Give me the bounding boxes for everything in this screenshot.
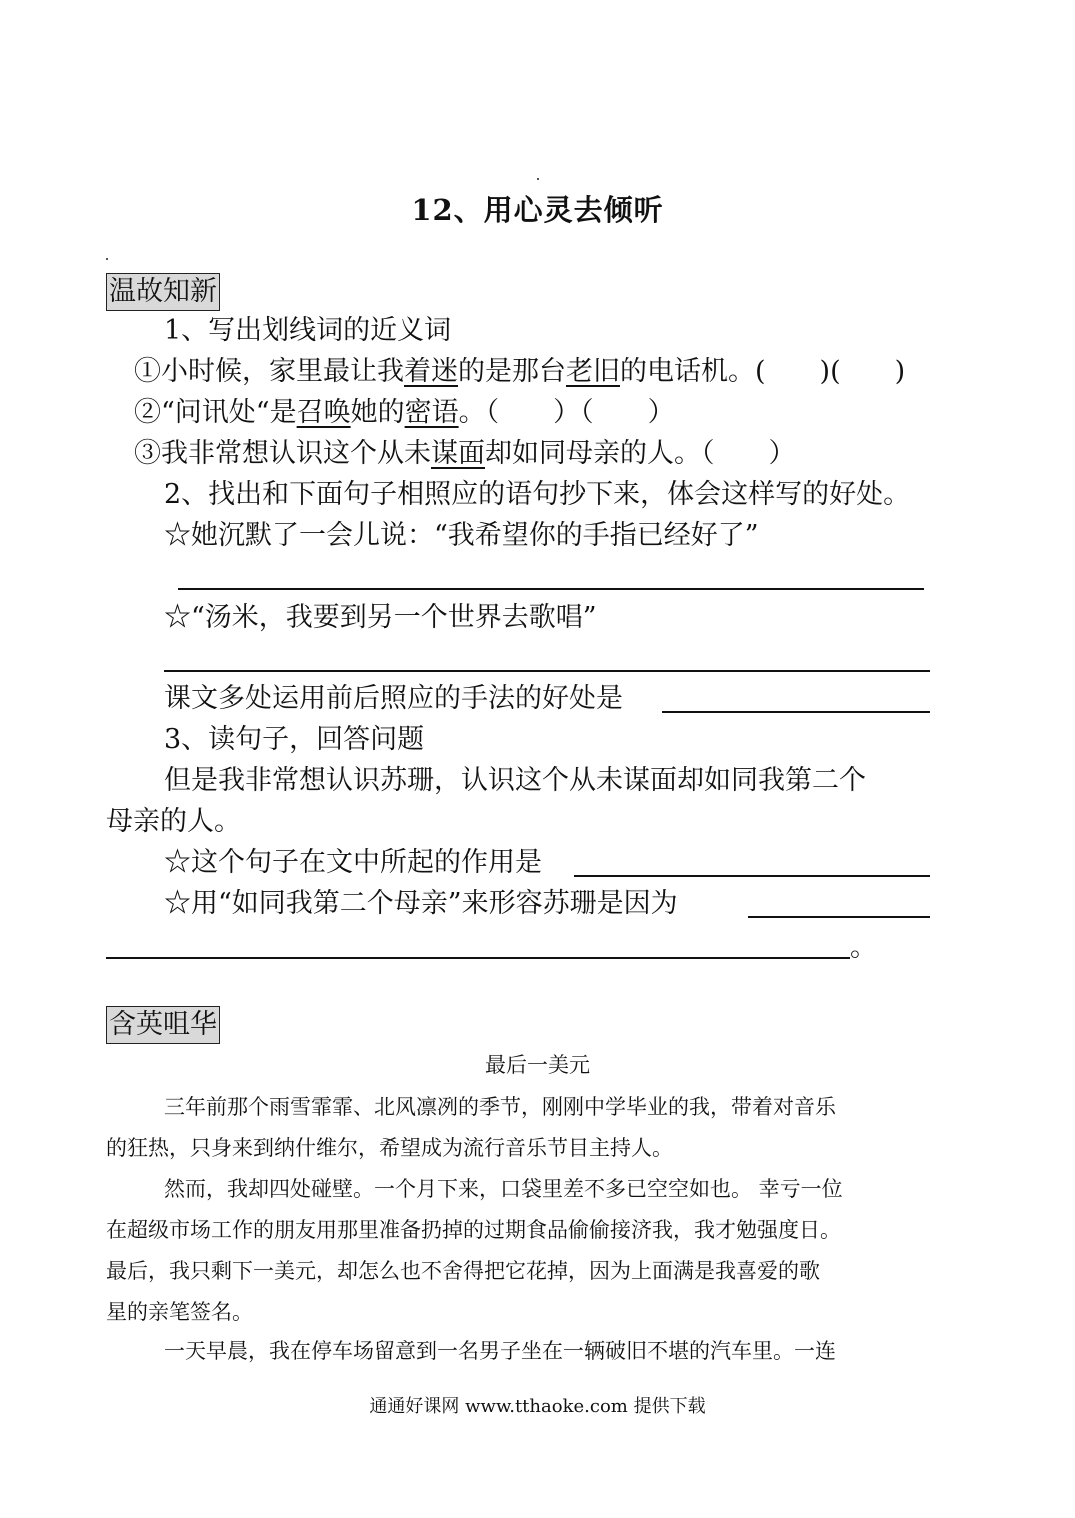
item-text: ③我非常想认识这个从未 [134,438,431,469]
question-3-passage-line-2: 母亲的人。 [106,806,241,837]
answer-line[interactable] [164,670,930,672]
question-2-sentence-1: ☆她沉默了一会儿说：“我希望你的手指已经好了” [164,520,759,551]
underlined-word: 老旧 [566,356,620,387]
footer-credit: 通通好课网 www.tthaoke.com 提供下载 [369,1396,706,1417]
item-text: ①小时候，家里最让我 [134,356,404,387]
underlined-word: 着迷 [404,356,458,387]
underlined-word: 召唤 [296,397,351,428]
item-text: 的是那台 [458,356,566,387]
answer-line[interactable] [106,957,850,959]
story-line: 一天早晨，我在停车场留意到一名男子坐在一辆破旧不堪的汽车里。一连 [164,1339,836,1363]
question-1-item-1 [134,354,905,390]
question-1-heading: 1、写出划线词的近义词 [164,315,452,346]
answer-blanks[interactable]: 却如同母亲的人。（ ） [485,438,796,469]
question-2-sentence-3: 课文多处运用前后照应的手法的好处是 [164,683,623,714]
story-line: 三年前那个雨雪霏霏、北风凛冽的季节，刚刚中学毕业的我，带着对音乐 [164,1095,836,1119]
answer-line[interactable] [178,588,924,590]
question-3-passage-line-1: 但是我非常想认识苏珊，认识这个从未谋面却如同我第二个 [164,765,866,796]
question-1-item-3 [134,436,796,472]
page-title: 12、用心灵去倾听 [411,193,664,227]
story-line: 星的亲笔签名。 [106,1300,253,1324]
question-2-sentence-2: ☆“汤米，我要到另一个世界去歌唱” [164,602,597,633]
answer-line[interactable] [748,916,930,918]
section-tag-review: 温故知新 [106,273,220,311]
question-3-prompt-1: ☆这个句子在文中所起的作用是 [164,847,542,878]
story-line: 的狂热，只身来到纳什维尔，希望成为流行音乐节目主持人。 [106,1136,673,1160]
item-text: 她的 [350,397,405,428]
section-tag-reading: 含英咀华 [106,1006,220,1044]
story-line: 在超级市场工作的朋友用那里准备扔掉的过期食品偷偷接济我，我才勉强度日。 [106,1218,841,1242]
question-1-item-2 [134,395,675,431]
answer-blanks[interactable]: 。（ ）（ ） [458,397,675,428]
stray-dot [537,178,539,180]
period-mark: 。 [850,932,877,963]
question-3-prompt-2: ☆用“如同我第二个母亲”来形容苏珊是因为 [164,888,678,919]
underlined-word: 密语 [404,397,459,428]
answer-line[interactable] [662,711,930,713]
item-text: ②“问讯处“是 [134,397,297,428]
underlined-word: 谋面 [431,438,485,469]
stray-dot [106,258,108,260]
story-line: 然而，我却四处碰壁。一个月下来，口袋里差不多已空空如也。 幸亏一位 [164,1177,843,1201]
answer-line[interactable] [574,875,930,877]
answer-blanks[interactable]: 的电话机。( )( ) [620,356,906,387]
story-line: 最后，我只剩下一美元，却怎么也不舍得把它花掉，因为上面满是我喜爱的歌 [106,1259,820,1283]
question-3-heading: 3、读句子，回答问题 [164,724,425,755]
story-title: 最后一美元 [485,1053,590,1077]
question-2-heading: 2、找出和下面句子相照应的语句抄下来，体会这样写的好处。 [164,479,911,510]
